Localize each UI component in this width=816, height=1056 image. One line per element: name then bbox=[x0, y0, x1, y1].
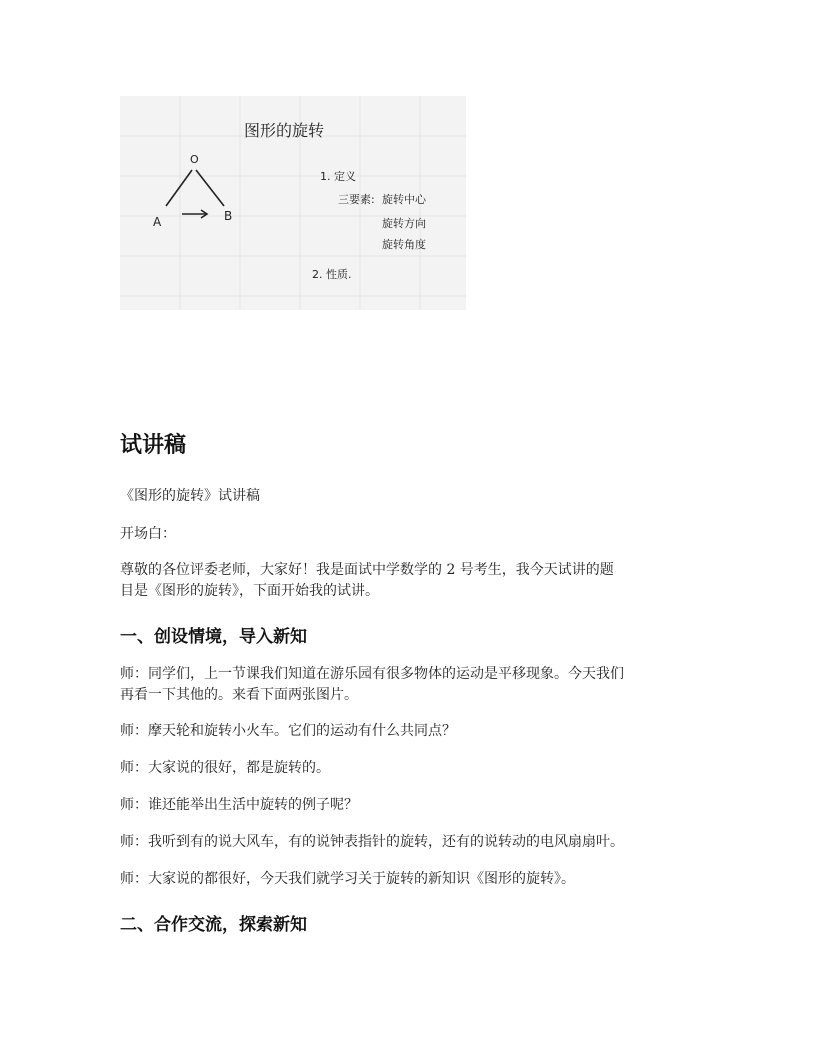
paragraph-2: 师：摩天轮和旋转小火车。它们的运动有什么共同点？ bbox=[120, 723, 456, 739]
section-1-heading: 一、创设情境，导入新知 bbox=[120, 627, 307, 647]
note-properties: 2. 性质. bbox=[312, 268, 352, 281]
whiteboard-photo bbox=[120, 96, 466, 310]
page-heading: 试讲稿 bbox=[120, 433, 187, 458]
opening-line-1: 尊敬的各位评委老师，大家好！我是面试中学数学的 2 号考生，我今天试讲的题 bbox=[120, 562, 614, 578]
note-definition: 1. 定义 bbox=[320, 170, 356, 183]
paragraph-1-line-1: 师：同学们，上一节课我们知道在游乐园有很多物体的运动是平移现象。今天我们 bbox=[120, 666, 624, 682]
paragraph-6: 师：大家说的都很好，今天我们就学习关于旋转的新知识《图形的旋转》。 bbox=[120, 871, 575, 887]
paragraph-4: 师：谁还能举出生活中旋转的例子呢？ bbox=[120, 797, 358, 813]
section-2-heading: 二、合作交流，探索新知 bbox=[120, 915, 307, 935]
paragraph-1-line-2: 再看一下其他的。来看下面两张图片。 bbox=[120, 687, 358, 703]
ray-oa bbox=[166, 170, 192, 206]
note-elements-label: 三要素: bbox=[338, 193, 375, 206]
point-a-label: A bbox=[153, 215, 162, 229]
note-element-2: 旋转方向 bbox=[382, 217, 426, 230]
paragraph-5: 师：我听到有的说大风车，有的说钟表指针的旋转，还有的说转动的电风扇扇叶。 bbox=[120, 834, 624, 850]
note-element-3: 旋转角度 bbox=[382, 238, 426, 251]
whiteboard-drawing bbox=[120, 96, 466, 310]
point-o-label: O bbox=[190, 153, 199, 166]
ray-ob bbox=[196, 170, 224, 206]
opening-line-2: 目是《图形的旋转》，下面开始我的试讲。 bbox=[120, 583, 379, 599]
note-element-1: 旋转中心 bbox=[382, 193, 426, 206]
paragraph-3: 师：大家说的很好，都是旋转的。 bbox=[120, 760, 330, 776]
photo-title: 图形的旋转 bbox=[244, 121, 325, 140]
point-b-label: B bbox=[224, 209, 233, 223]
opening-label: 开场白： bbox=[120, 526, 176, 542]
doc-subtitle: 《图形的旋转》试讲稿 bbox=[120, 488, 260, 504]
